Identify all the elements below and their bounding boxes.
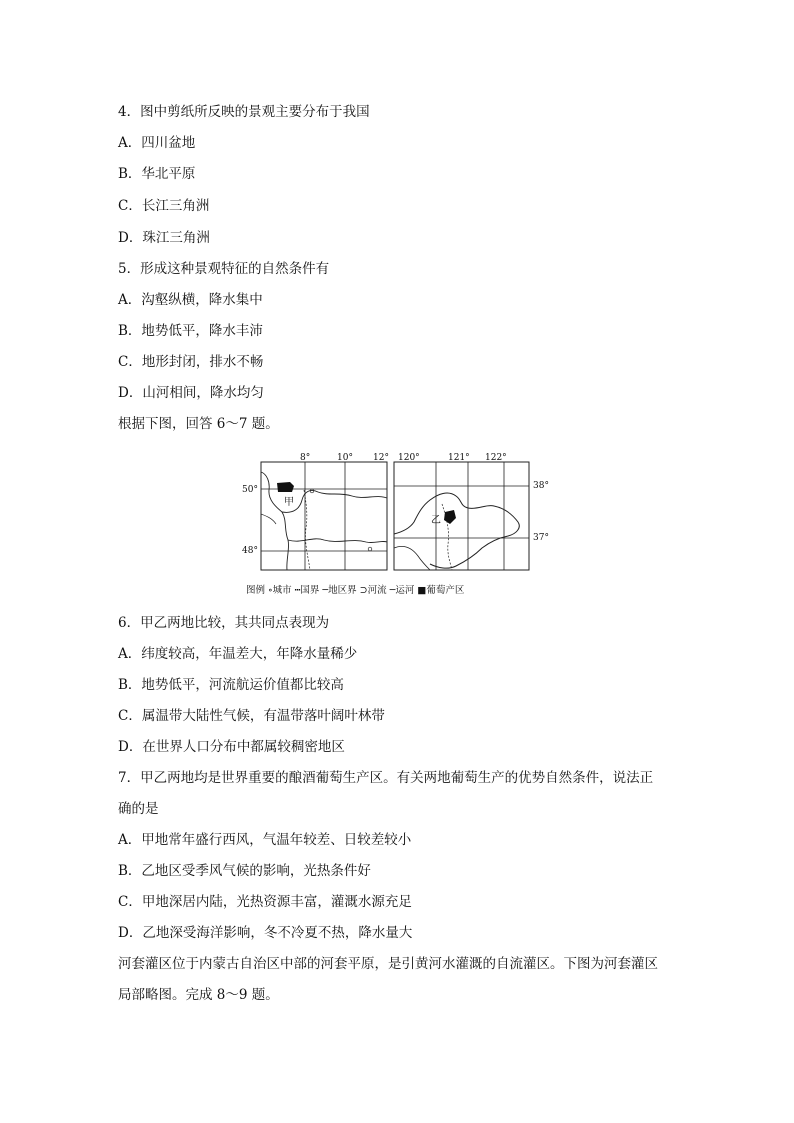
q6-option-a: A．纬度较高，年温差大，年降水量稀少 <box>118 646 358 662</box>
right-map-frame <box>394 462 529 570</box>
left-lon-label: 12° <box>373 453 389 463</box>
left-lon-label: 10° <box>337 453 353 463</box>
map-legend: 图例 ∘城市 ┅国界 ─地区界 ⊃河流 ─运河 ■葡萄产区 <box>246 585 465 596</box>
q4-option-b: B．华北平原 <box>118 166 196 182</box>
place-label-yi: 乙 <box>431 515 441 526</box>
q5-option-c: C．地形封闭，排水不畅 <box>118 354 264 370</box>
q6-option-c: C．属温带大陆性气候，有温带落叶阔叶林带 <box>118 708 385 724</box>
left-lat-label: 48° <box>242 546 258 556</box>
q6-7-intro: 根据下图，回答 6～7 题。 <box>118 416 279 432</box>
q4-option-d: D．珠江三角洲 <box>118 230 210 246</box>
q5-option-d: D．山河相间，降水均匀 <box>118 385 264 401</box>
q7-stem: 7．甲乙两地均是世界重要的酿酒葡萄生产区。有关两地葡萄生产的优势自然条件，说法正 <box>118 770 654 786</box>
left-lat-label: 50° <box>242 485 258 495</box>
vineyard-map-figure <box>242 452 554 598</box>
q4-option-c: C．长江三角洲 <box>118 198 210 214</box>
q5-option-b: B．地势低平，降水丰沛 <box>118 323 263 339</box>
q6-option-d: D．在世界人口分布中都属较稠密地区 <box>118 739 345 755</box>
q4-stem: 4．图中剪纸所反映的景观主要分布于我国 <box>118 104 370 120</box>
q5-option-a: A．沟壑纵横，降水集中 <box>118 292 263 308</box>
city-marker <box>310 489 314 493</box>
q7-stem-cont: 确的是 <box>118 801 159 817</box>
right-lat-label: 37° <box>533 533 549 543</box>
q4-option-a: A．四川盆地 <box>118 135 196 151</box>
q6-stem: 6．甲乙两地比较，其共同点表现为 <box>118 615 330 631</box>
q7-option-d: D．乙地深受海洋影响，冬不冷夏不热，降水量大 <box>118 925 413 941</box>
right-lat-label: 38° <box>533 481 549 491</box>
vineyard-region-jia <box>277 482 294 492</box>
vineyard-region-yi <box>444 510 456 524</box>
q8-9-intro-cont: 局部略图。完成 8～9 题。 <box>118 987 279 1003</box>
left-map-frame <box>261 462 387 570</box>
right-lon-label: 122° <box>485 453 507 463</box>
place-label-jia: 甲 <box>284 497 294 508</box>
q8-9-intro: 河套灌区位于内蒙古自治区中部的河套平原，是引黄河水灌溉的自流灌区。下图为河套灌区 <box>118 956 658 972</box>
q7-option-b: B．乙地区受季风气候的影响，光热条件好 <box>118 863 371 879</box>
q6-option-b: B．地势低平，河流航运价值都比较高 <box>118 677 344 693</box>
map-svg <box>242 452 554 598</box>
right-lon-label: 120° <box>398 453 420 463</box>
q7-option-c: C．甲地深居内陆，光热资源丰富，灌溉水源充足 <box>118 894 412 910</box>
left-lon-label: 8° <box>300 453 311 463</box>
q7-option-a: A．甲地常年盛行西风，气温年较差、日较差较小 <box>118 832 412 848</box>
right-lon-label: 121° <box>448 453 470 463</box>
city-marker <box>368 547 372 551</box>
q5-stem: 5．形成这种景观特征的自然条件有 <box>118 261 330 277</box>
